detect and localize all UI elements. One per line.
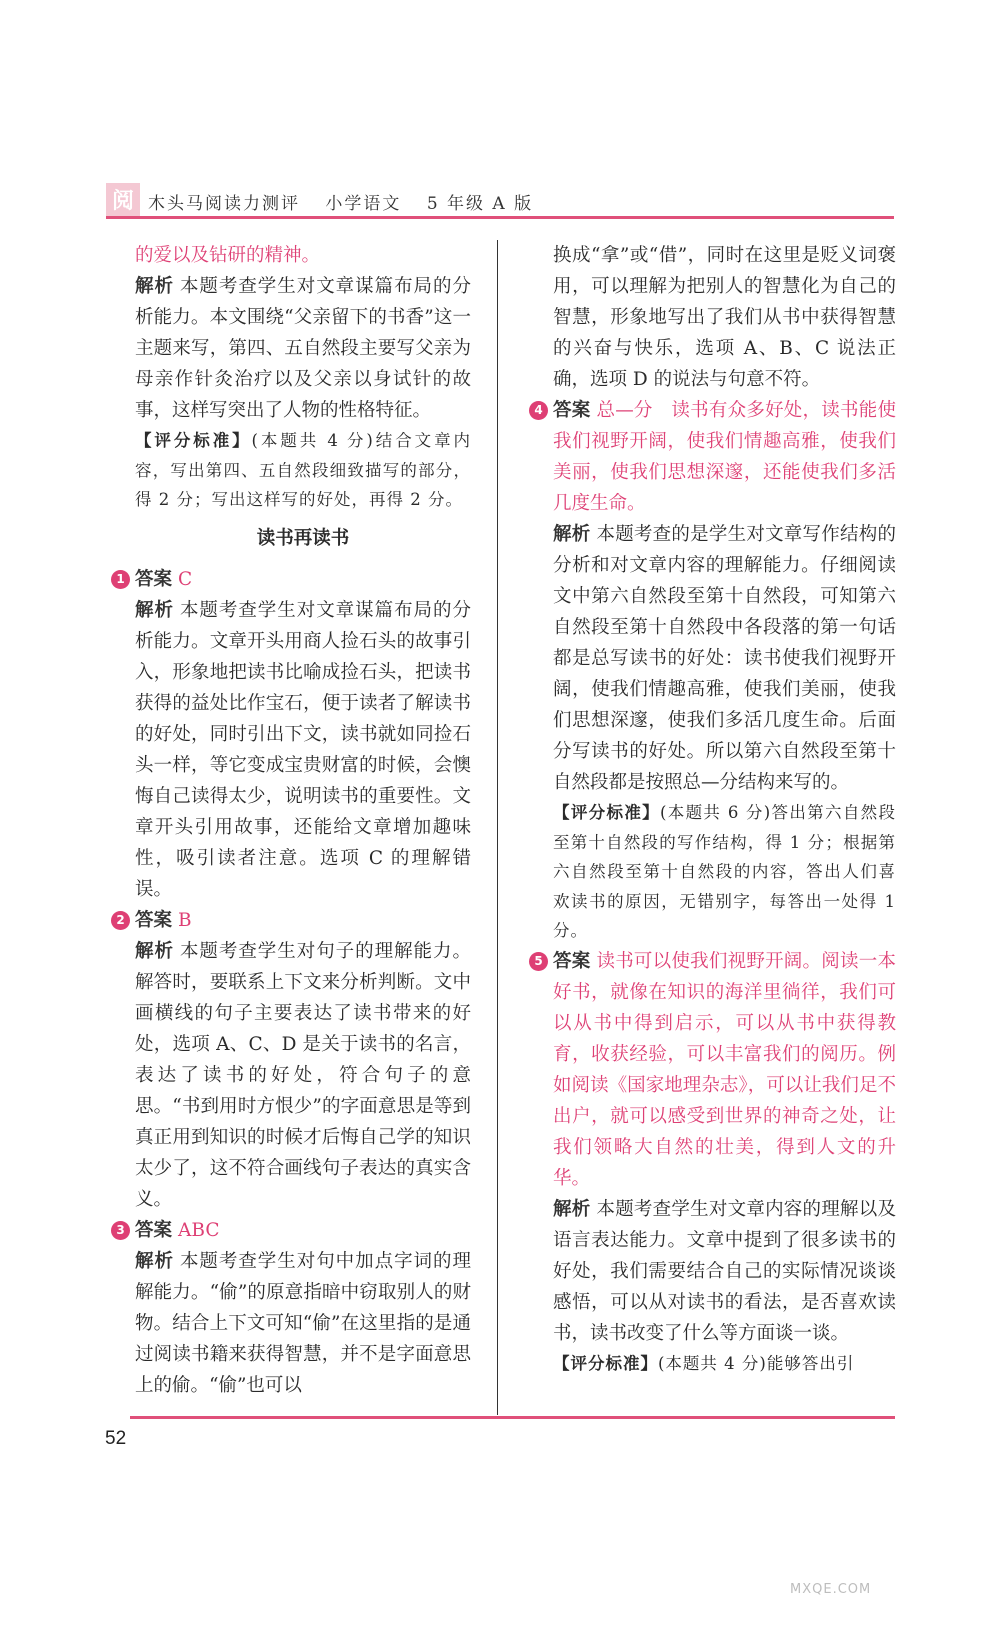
book-logo-icon: 阅 (106, 183, 140, 219)
question-4 (534, 395, 896, 946)
q5-analysis-text: 本题考查学生对文章内容的理解以及语言表达能力。文章中提到了很多读书的好处，我们需要结合自己的实际情况谈谈感悟，可以从对读书的看法，是否喜欢读书，读书改变了什么等方面谈一谈。 (553, 1198, 896, 1344)
intro-analysis (135, 271, 471, 426)
answer-label: 答案 (135, 568, 173, 590)
q1-answer: C (178, 568, 193, 590)
scoring-label: 【评分标准】 (553, 1353, 658, 1373)
q2-analysis (135, 936, 471, 1215)
q1-analysis (135, 595, 471, 905)
q4-analysis-text: 本题考查的是学生对文章写作结构的分析和对文章内容的理解能力。仔细阅读文中第六自然段至第十自然段，可知第六自然段至第十自然段中各段落的第一句话都是总写读书的好处：读书使我们视野开阔，使我们情趣高雅，使我们美丽，使我们思想深邃，使我们多活几度生命。后面分写读书的好处。所以第六自然段至第十自然段都是按照总—分结构来写的。 (553, 524, 896, 793)
q3-analysis-text: 本题考查学生对句中加点字词的理解能力。“偷”的原意指暗中窃取别人的财物。结合上下文可知“偷”在这里指的是通过阅读书籍来获得智慧，并不是字面意思上的偷。“偷”也可以 (135, 1250, 471, 1396)
q2-analysis-text: 本题考查学生对句子的理解能力。解答时，要联系上下文来分析判断。文中画横线的句子主要表达了读书带来的好处，选项 A、C、D 是关于读书的名言，表达了读书的好处，符合句子的意思。“书到用时方恨少”的字面意思是等到真正用到知识的时候才后悔自己学的知识太少了，这不符合画线句子表达的真实含义。 (135, 940, 471, 1210)
intro-scoring (135, 426, 471, 515)
scoring-label: 【评分标准】 (553, 803, 660, 822)
q3-answer: ABC (178, 1219, 220, 1241)
q2-answer-line (135, 905, 471, 936)
series-name: 木头马阅读力测评 (148, 194, 300, 214)
footer-rule (130, 1416, 895, 1419)
q5-scoring (553, 1349, 896, 1379)
question-number-badge: 3 (111, 1221, 130, 1240)
question-number-badge: 2 (111, 911, 130, 930)
q4-scoring (553, 798, 896, 946)
header-title (148, 189, 551, 214)
analysis-label: 解析 (135, 599, 174, 621)
q5-analysis (553, 1194, 896, 1349)
q1-answer-line (135, 564, 471, 595)
column-divider (497, 240, 498, 1415)
q4-scoring-text: (本题共 6 分)答出第六自然段至第十自然段的写作结构，得 1 分；根据第六自然段至第十自然段的内容，答出人们喜欢读书的原因，无错别字，每答出一处得 1 分。 (553, 803, 896, 940)
question-2 (116, 905, 471, 1215)
section-title: 读书再读书 (256, 527, 350, 549)
analysis-label: 解析 (553, 1198, 591, 1220)
analysis-label: 解析 (135, 1250, 174, 1272)
page-number: 52 (105, 1428, 127, 1449)
question-number-badge: 4 (529, 401, 548, 420)
q5-answer: 读书可以使我们视野开阔。阅读一本好书，就像在知识的海洋里徜徉，我们可以从书中得到启示，可以从书中获得教育，收获经验，可以丰富我们的阅历。例如阅读《国家地理杂志》，可以让我们足不出户，就可以感受到世界的神奇之处，让我们领略大自然的壮美，得到人文的升华。 (553, 950, 896, 1189)
answer-label: 答案 (135, 1219, 173, 1241)
q4-analysis (553, 519, 896, 798)
right-column (534, 240, 896, 1378)
answer-label: 答案 (553, 950, 591, 972)
analysis-label: 解析 (553, 524, 591, 545)
q3-analysis-continued: 换成“拿”或“借”，同时在这里是贬义词褒用，可以理解为把别人的智慧化为自己的智慧，形象地写出了我们从书中获得智慧的兴奋与快乐，选项 A、B、C 说法正确，选项 D 的说法与句意不符。 (553, 245, 896, 390)
watermark: MXQE.COM (790, 1582, 872, 1597)
question-5 (534, 946, 896, 1379)
q4-answer-line (553, 395, 896, 519)
q1-analysis-text: 本题考查学生对文章谋篇布局的分析能力。文章开头用商人捡石头的故事引入，形象地把读书比喻成捡石头，把读书获得的益处比作宝石，便于读者了解读书的好处，同时引出下文，读书就如同捡石头一样，等它变成宝贵财富的时候，会懊悔自己读得太少，说明读书的重要性。文章开头引用故事，还能给文章增加趣味性，吸引读者注意。选项 C 的理解错误。 (135, 599, 471, 900)
page-header (106, 183, 894, 223)
question-3 (116, 1215, 471, 1401)
grade-edition: 5 年级 A 版 (426, 194, 534, 214)
intro-analysis-text: 本题考查学生对文章谋篇布局的分析能力。本文围绕“父亲留下的书香”这一主题来写，第四、五自然段主要写父亲为母亲作针灸治疗以及父亲以身试针的故事，这样写突出了人物的性格特征。 (135, 276, 471, 421)
header-rule (106, 216, 894, 219)
scoring-label: 【评分标准】 (135, 431, 252, 450)
intro-answer-tail: 的爱以及钻研的精神。 (135, 245, 321, 266)
analysis-label: 解析 (135, 276, 174, 297)
question-number-badge: 5 (529, 952, 548, 971)
question-number-badge: 1 (111, 570, 130, 589)
question-1 (116, 564, 471, 905)
q3-answer-line (135, 1215, 471, 1246)
left-column (116, 240, 471, 1401)
analysis-label: 解析 (135, 940, 174, 962)
q3-analysis (135, 1246, 471, 1401)
subject-name: 小学语文 (325, 194, 402, 214)
intro-scoring-text: (本题共 4 分)结合文章内容，写出第四、五自然段细致描写的部分，得 2 分；写出这样写的好处，再得 2 分。 (135, 431, 471, 509)
q5-scoring-text: (本题共 4 分)能够答出引 (658, 1353, 855, 1373)
answer-label: 答案 (553, 400, 591, 421)
q4-answer: 总—分 读书有众多好处，读书能使我们视野开阔，使我们情趣高雅，使我们美丽，使我们思想深邃，还能使我们多活几度生命。 (553, 400, 896, 514)
answer-label: 答案 (135, 909, 173, 931)
q5-answer-line (553, 946, 896, 1194)
q2-answer: B (178, 909, 192, 931)
